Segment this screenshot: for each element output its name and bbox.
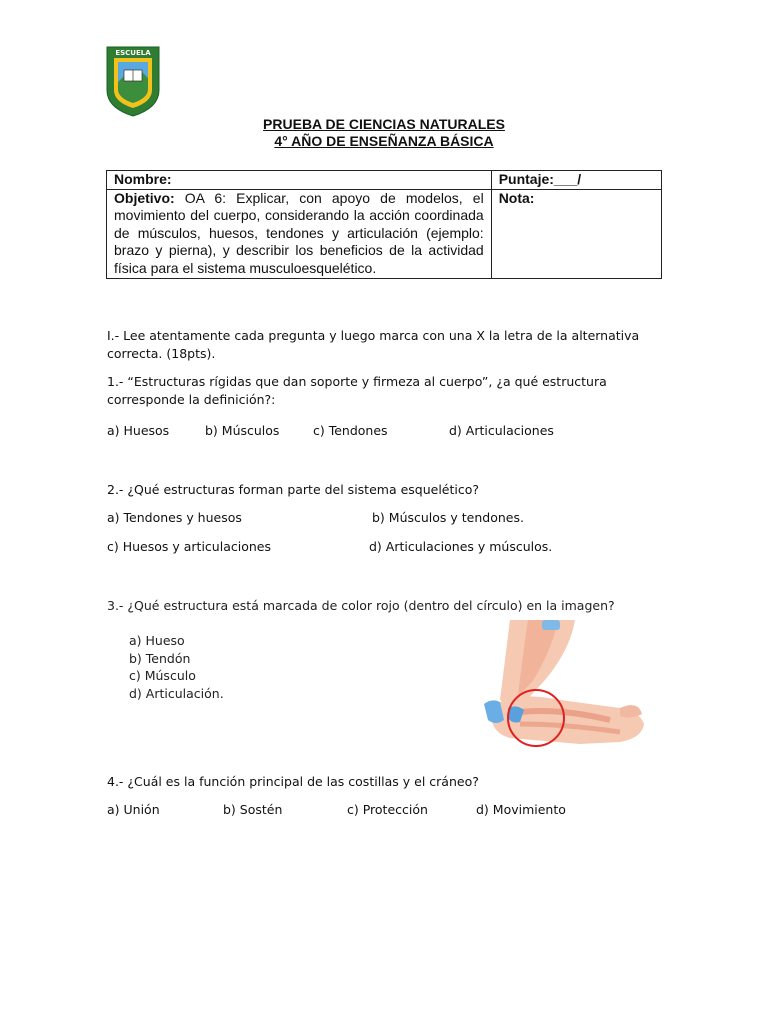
q1-option-d[interactable]: d) Articulaciones bbox=[449, 423, 554, 438]
q2-option-a[interactable]: a) Tendones y huesos bbox=[107, 510, 242, 525]
score-label: Puntaje:___/ bbox=[498, 171, 582, 187]
logo-top-text: ESCUELA bbox=[115, 49, 151, 57]
question-2-text: 2.- ¿Qué estructuras forman parte del sistema esquelético? bbox=[107, 482, 480, 497]
question-3 bbox=[107, 598, 647, 701]
q3-option-d[interactable]: d) Articulación. bbox=[129, 685, 224, 701]
name-label: Nombre: bbox=[114, 171, 172, 187]
q4-option-d[interactable]: d) Movimiento bbox=[476, 802, 566, 817]
q2-option-b[interactable]: b) Músculos y tendones. bbox=[372, 510, 524, 525]
q3-option-b[interactable]: b) Tendón bbox=[129, 650, 191, 666]
student-info-table bbox=[106, 170, 662, 279]
q3-option-c[interactable]: c) Músculo bbox=[129, 668, 196, 683]
score-cell[interactable] bbox=[491, 171, 661, 190]
q3-options bbox=[129, 632, 224, 702]
q4-option-b[interactable]: b) Sostén bbox=[223, 802, 283, 817]
q1-option-c[interactable]: c) Tendones bbox=[313, 423, 388, 438]
objective-text: OA 6: Explicar, con apoyo de modelos, el movimiento del cuerpo, considerando la acción coordinada de músculos, huesos, tendones y articulación (ejemplo: brazo y pierna), y describir los beneficios de la actividad física para el sistema musculoesquelético. bbox=[114, 189, 484, 276]
grade-cell[interactable] bbox=[491, 189, 661, 278]
q1-option-b[interactable]: b) Músculos bbox=[205, 423, 280, 438]
page-title: PRUEBA DE CIENCIAS NATURALES bbox=[263, 116, 505, 132]
question-1-text: 1.- “Estructuras rígidas que dan soporte y firmeza al cuerpo”, ¿a qué estructura corresponde la definición?: bbox=[107, 374, 607, 407]
arm-elbow-anatomy-icon bbox=[470, 620, 646, 752]
q1-option-a[interactable]: a) Huesos bbox=[107, 423, 170, 438]
page-subtitle: 4° AÑO DE ENSEÑANZA BÁSICA bbox=[274, 133, 494, 149]
name-cell[interactable] bbox=[107, 171, 492, 190]
school-logo bbox=[104, 44, 162, 118]
q4-option-a[interactable]: a) Unión bbox=[107, 802, 160, 817]
q4-option-c[interactable]: c) Protección bbox=[347, 802, 428, 817]
objective-cell bbox=[107, 189, 492, 278]
grade-label: Nota: bbox=[498, 189, 535, 206]
header bbox=[0, 116, 768, 150]
q2-option-c[interactable]: c) Huesos y articulaciones bbox=[107, 539, 271, 554]
q3-option-a[interactable]: a) Hueso bbox=[129, 633, 185, 648]
question-4-text: 4.- ¿Cuál es la función principal de las costillas y el cráneo? bbox=[107, 774, 479, 789]
question-3-text: 3.- ¿Qué estructura está marcada de color rojo (dentro del círculo) en la imagen? bbox=[107, 598, 615, 613]
q2-option-d[interactable]: d) Articulaciones y músculos. bbox=[369, 539, 553, 554]
objective-label: Objetivo: bbox=[114, 189, 175, 206]
instructions: I.- Lee atentamente cada pregunta y luego marca con una X la letra de la alternativa correcta. (18pts). bbox=[107, 328, 640, 361]
